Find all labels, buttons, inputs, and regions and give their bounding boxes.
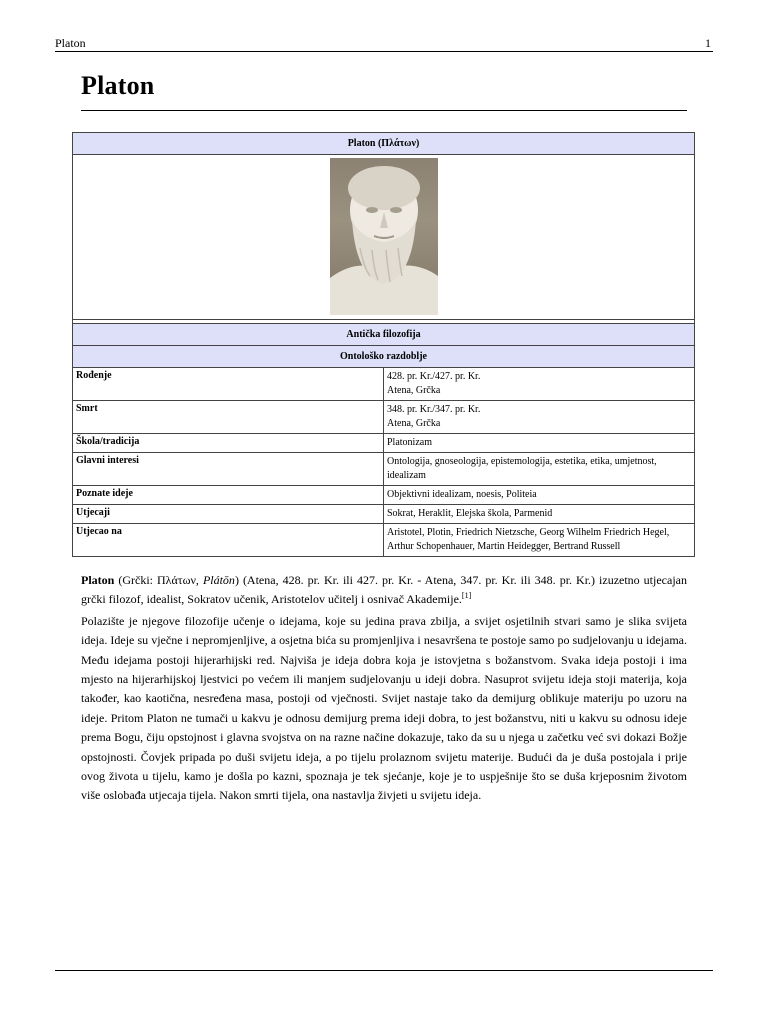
header-divider: [55, 51, 713, 52]
running-head-title: Platon: [55, 36, 86, 50]
article-body: [81, 571, 687, 808]
intro-name: Platon: [81, 573, 115, 587]
infobox-label: Utjecaji: [73, 505, 384, 524]
infobox-label: Utjecao na: [73, 524, 384, 557]
body-paragraph: Polazište je njegove filozofije učenje o idejama, koje su jedina prava zbilja, a svijet osjetilnih stvari samo je slika svijeta ideja. Ideje su vječne i nepromjenljive, a osjetna bića su promjenljiva i nesavršena te postoje samo po sudjelovanju u idejama. Među idejama postoji hijerarhijski red. Najviša je ideja dobra koja je istovjetna s božanstvom. Svaka ideja postoji i ima mjesto na hijerarhijskoj ljestvici po većem ili manjem sudjelovanju u ideji dobra. Nasuprot svijetu ideja stoji materija, koja također, kao kaotična, nesređena masa, postoji od vječnosti. Svijet nastaje tako da demijurg oblikuje materiju po uzoru na ideje. Pritom Platon ne tumači u kakvu je odnosu demijurg prema ideji dobra, to jest božanstvu, niti u kakvu su odnosu ideje prema Bogu, čiju opstojnost i glavna svojstva on na razne načine dokazuje, tako da su u njega u začetku već svi dokazi Božje opstojnosti. Čovjek pripada po duši svijetu ideja, a po tijelu prolaznom svijetu materije. Budući da je duša postojala i prije ovog života u tijelu, kamo je došla po kazni, spoznaja je tek sjećanje, koje je to uspješnije što se duša krjeposnim životom više oslobađa utjecaja tijela. Nakon smrti tijela, ona nastavlja živjeti u svijetu ideja.: [81, 613, 687, 803]
infobox-label: Rođenje: [73, 368, 384, 401]
intro-text: (Grčki: Πλάτων,: [114, 573, 203, 587]
infobox-row-school: [73, 434, 695, 453]
infobox-row-ideas: [73, 486, 695, 505]
title-divider: [81, 110, 687, 111]
infobox-value[interactable]: Objektivni idealizam, noesis, Politeia: [384, 486, 695, 505]
infobox-label: Glavni interesi: [73, 453, 384, 486]
infobox-image-cell: [73, 155, 695, 320]
infobox-value[interactable]: Atena, Grčka: [387, 385, 441, 396]
running-head: [55, 36, 713, 52]
infobox-header: Platon (Πλάτων): [73, 133, 695, 155]
infobox-section-ontological: Ontološko razdoblje: [73, 346, 695, 368]
intro-transliteration: Plátōn: [202, 573, 235, 587]
infobox: [72, 132, 695, 557]
infobox-row-influenced: [73, 524, 695, 557]
intro-text: ) (Atena, 428. pr. Kr. ili 427. pr. Kr. - Atena, 347. pr. Kr. ili 348. pr. Kr.) izuzetno utjecajan grčki filozof, idealist, Sokratov učenik, Aristotelov učitelj i osnivač Akademije.: [81, 573, 687, 607]
reference-link[interactable]: [1]: [461, 591, 472, 601]
plato-bust-image[interactable]: [330, 158, 438, 315]
page-number: 1: [705, 36, 711, 50]
footer-divider: [55, 970, 713, 971]
infobox-value[interactable]: 428. pr. Kr./427. pr. Kr.: [387, 371, 481, 382]
infobox-value[interactable]: Platonizam: [384, 434, 695, 453]
infobox-value[interactable]: Ontologija, gnoseologija, epistemologija, estetika, etika, umjetnost, idealizam: [384, 453, 695, 486]
infobox-section-antique: Antička filozofija: [73, 324, 695, 346]
infobox-row-death: [73, 401, 695, 434]
article-title: Platon: [81, 71, 155, 100]
intro-paragraph: [81, 571, 687, 610]
infobox-value[interactable]: Atena, Grčka: [387, 418, 441, 429]
infobox-row-interests: [73, 453, 695, 486]
infobox-row-birth: [73, 368, 695, 401]
infobox-label: Smrt: [73, 401, 384, 434]
infobox-value[interactable]: Sokrat, Heraklit, Elejska škola, Parmenid: [384, 505, 695, 524]
infobox-row-influences: [73, 505, 695, 524]
infobox-label: Poznate ideje: [73, 486, 384, 505]
infobox-label: Škola/tradicija: [73, 434, 384, 453]
infobox-value[interactable]: 348. pr. Kr./347. pr. Kr.: [387, 404, 481, 415]
infobox-value[interactable]: Aristotel, Plotin, Friedrich Nietzsche, Georg Wilhelm Friedrich Hegel, Arthur Schopenhauer, Martin Heidegger, Bertrand Russell: [384, 524, 695, 557]
